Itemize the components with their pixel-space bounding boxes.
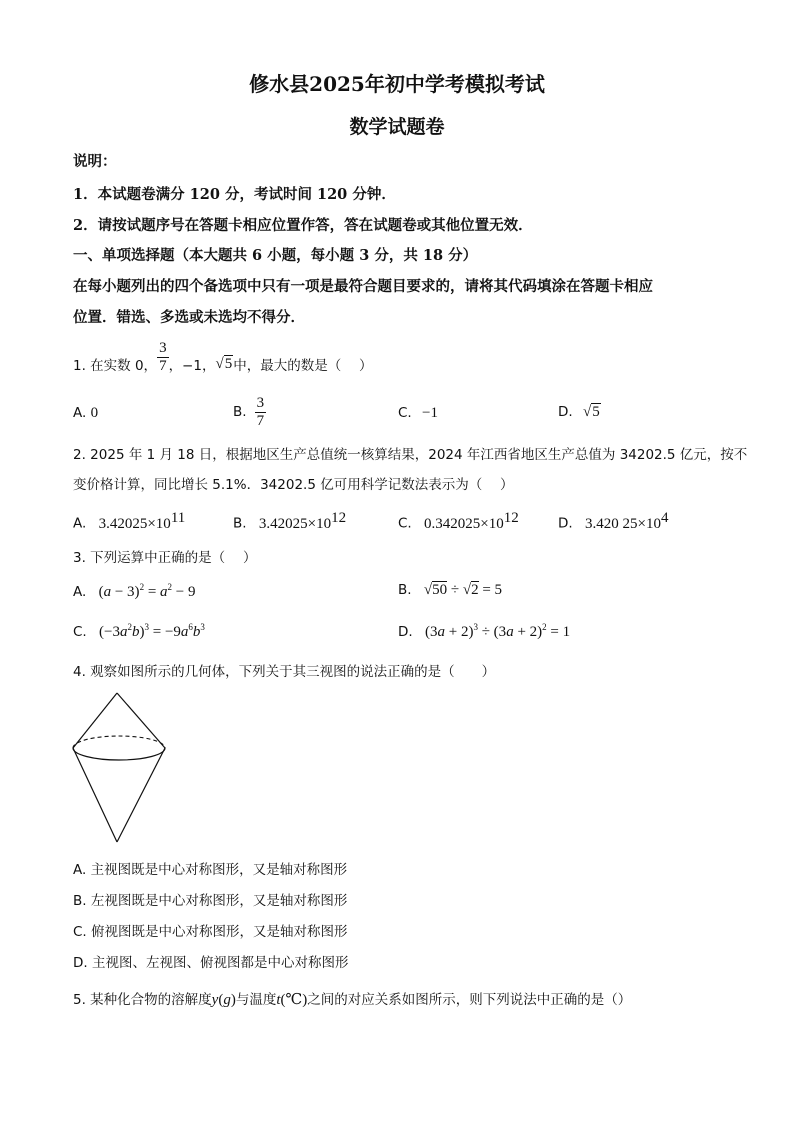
option-label: C. <box>398 515 412 532</box>
q1-stem-prefix: 1. 在实数 0， <box>73 358 158 374</box>
radicand: 5 <box>224 355 233 372</box>
section-heading: 一、单项选择题（本大题共 6 小题，每小题 3 分，共 18 分） <box>73 247 478 264</box>
sqrt: √5 <box>215 355 233 372</box>
ellipse-back-dashed <box>73 736 165 748</box>
exponent: 12 <box>503 510 519 526</box>
option-label: A. <box>73 515 87 532</box>
q5-stem-mid: 与温度 <box>235 992 277 1008</box>
fraction-numerator: 3 <box>256 395 265 411</box>
q4-option-c: C. 俯视图既是中心对称图形，又是轴对称图形 <box>73 924 348 940</box>
instruction-item: 1．本试题卷满分 120 分，考试时间 120 分钟． <box>73 186 396 203</box>
radicand: 5 <box>592 404 600 420</box>
question-2-stem-line1: 2. 2025 年 1 月 18 日，根据地区生产总值统一核算结果，2024 年江西省地区生产总值为 34202.5 亿元，按不 <box>73 447 748 463</box>
option-label: D. <box>398 624 413 640</box>
formula: $(-3a^2b)^3 = -9a^6b^3$ <box>99 622 205 640</box>
question-1-stem <box>73 338 373 390</box>
section-note: 位置．错选、多选或未选均不得分． <box>73 309 305 326</box>
formula: √50 ÷ √2 = 5 <box>423 582 503 598</box>
option-label: B. <box>233 404 247 420</box>
exponent: 11 <box>170 510 186 526</box>
exponent: 12 <box>331 510 347 526</box>
option-label: D. <box>558 515 573 532</box>
option-label: C. <box>398 405 412 421</box>
q3-option-d <box>398 622 570 641</box>
fraction <box>157 340 169 374</box>
q1-option-c <box>398 405 438 422</box>
option-label: B. <box>233 515 247 532</box>
option-value: 3.42025×10 <box>258 515 332 532</box>
q2-option-b <box>233 510 346 533</box>
option-value: 3.420 25×10 <box>584 515 661 532</box>
q3-option-a <box>73 582 196 601</box>
cone-edge <box>117 748 165 842</box>
fraction-numerator: 3 <box>159 340 167 356</box>
fraction <box>255 395 267 429</box>
unit-paren: (g) <box>218 992 236 1008</box>
option-value: 0 <box>90 405 99 421</box>
q2-option-c <box>398 510 519 533</box>
q1-option-a <box>73 405 98 422</box>
q4-option-a: A. 主视图既是中心对称图形，又是轴对称图形 <box>73 862 348 878</box>
exponent: 4 <box>660 510 669 526</box>
q4-option-d: D. 主视图、左视图、俯视图都是中心对称图形 <box>73 955 349 971</box>
question-5-stem <box>73 988 631 1009</box>
option-label: D. <box>558 404 573 420</box>
q1-option-b <box>233 395 266 429</box>
section-note: 在每小题列出的四个备选项中只有一项是最符合题目要求的，请将其代码填涂在答题卡相应 <box>73 278 653 295</box>
q1-stem-suffix: 中，最大的数是（ ） <box>233 358 373 374</box>
cone-edge <box>73 748 117 842</box>
q5-stem-prefix: 5. 某种化合物的溶解度 <box>73 992 212 1008</box>
q1-stem-mid: ，−1， <box>168 358 216 374</box>
sqrt: √5 <box>582 404 600 420</box>
unit-paren: (℃) <box>280 992 308 1008</box>
question-2-stem-line2: 变价格计算，同比增长 5.1%．34202.5 亿可用科学记数法表示为（ ） <box>73 477 514 493</box>
exam-title: 修水县2025年初中学考模拟考试 <box>249 72 545 96</box>
fraction-denominator: 7 <box>159 357 167 374</box>
unit: g <box>223 992 231 1008</box>
question-3-stem: 3. 下列运算中正确的是（ ） <box>73 550 257 566</box>
cone-edge <box>73 693 117 748</box>
option-value: −1 <box>422 405 438 421</box>
q4-option-b: B. 左视图既是中心对称图形，又是轴对称图形 <box>73 893 348 909</box>
q1-option-d <box>558 404 601 421</box>
q3-option-c <box>73 622 205 641</box>
q3-option-b <box>398 582 502 599</box>
formula: $(a - 3)^2 = a^2 - 9$ <box>98 582 196 600</box>
option-label: C. <box>73 624 87 640</box>
option-label: A. <box>73 405 87 421</box>
variable: t <box>276 992 281 1008</box>
q2-option-a <box>73 510 185 533</box>
formula: $(3a + 2)^3 \div (3a + 2)^2 = 1$ <box>424 622 571 640</box>
question-4-stem: 4. 观察如图所示的几何体，下列关于其三视图的说法正确的是（ ） <box>73 664 496 680</box>
exam-subtitle: 数学试题卷 <box>349 116 445 138</box>
option-value: 3.42025×10 <box>98 515 171 532</box>
double-cone-figure <box>70 690 170 845</box>
instruction-item: 2．请按试题序号在答题卡相应位置作答，答在试题卷或其他位置无效． <box>73 217 533 234</box>
option-label: A. <box>73 584 87 600</box>
option-label: B. <box>398 582 412 598</box>
option-value: 0.342025×10 <box>424 515 504 532</box>
variable: y <box>211 992 219 1008</box>
fraction-denominator: 7 <box>256 412 265 429</box>
ellipse-front <box>73 748 165 760</box>
unit: ℃ <box>285 992 303 1008</box>
instructions-heading: 说明： <box>73 153 117 170</box>
q5-stem-suffix: 之间的对应关系如图所示，则下列说法中正确的是（） <box>307 992 632 1008</box>
cone-edge <box>117 693 165 748</box>
q2-option-d <box>558 510 668 533</box>
